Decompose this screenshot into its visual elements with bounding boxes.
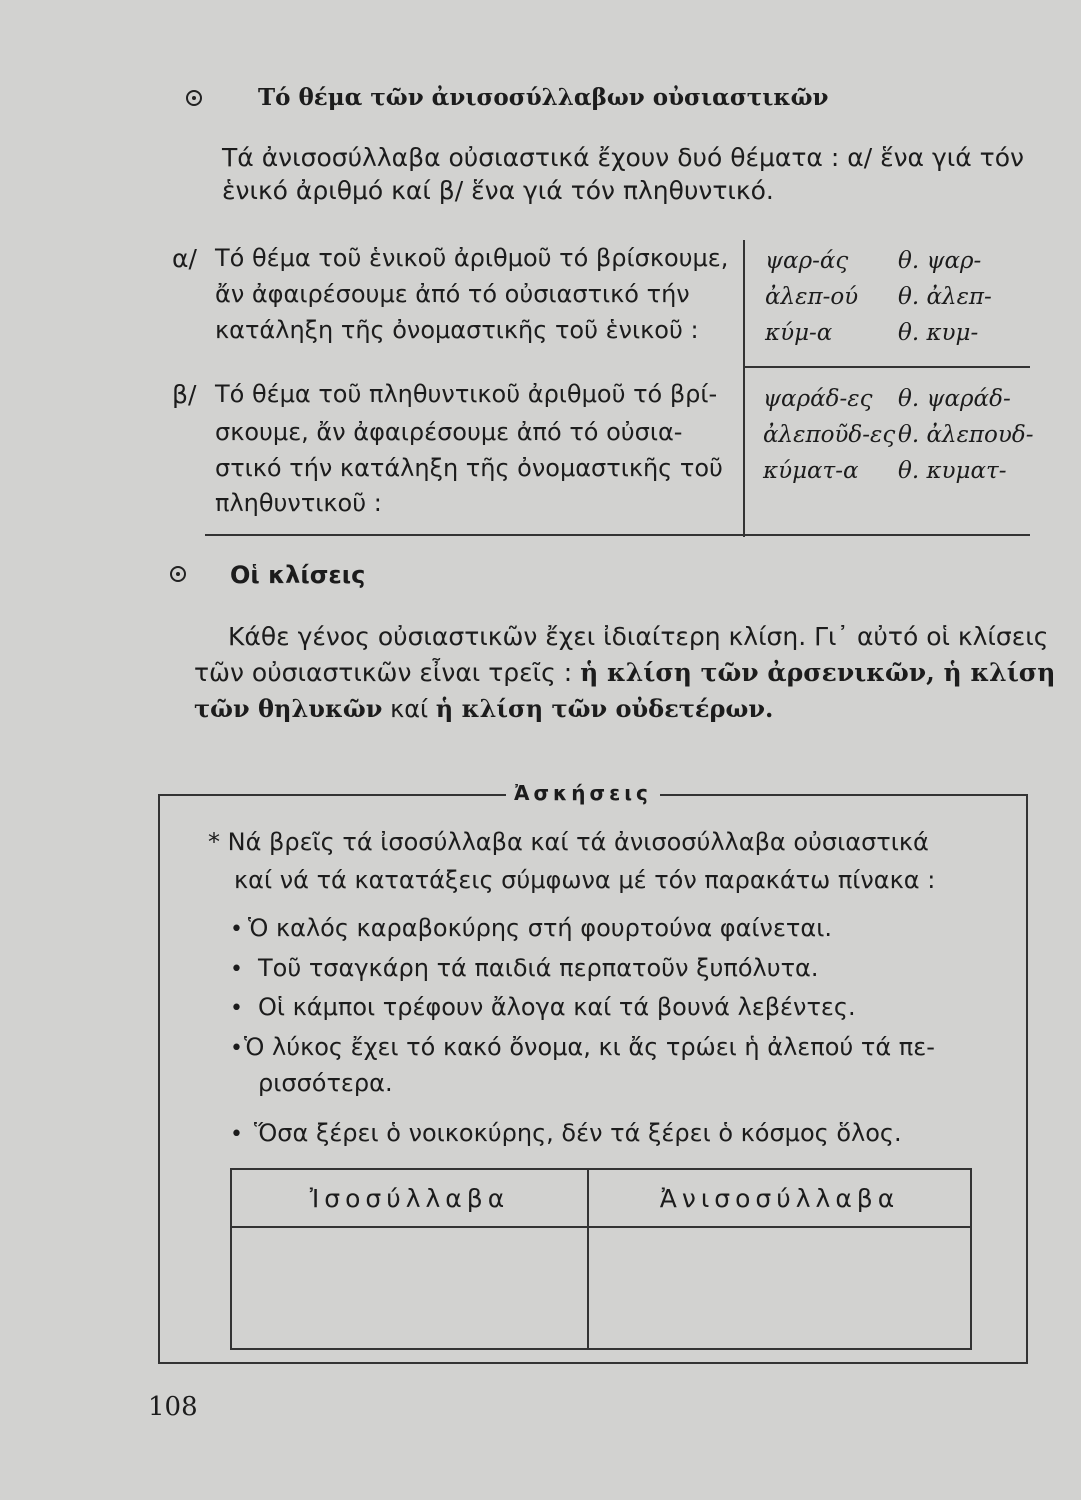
- table-header-isosyllabic: Ἰσοσύλλαβα: [231, 1169, 588, 1227]
- example-word: ψαράδ-ες: [763, 386, 873, 412]
- bullet-icon: •: [230, 957, 243, 982]
- exercise-instruction: καί νά τά κατατάξεις σύμφωνα μέ τόν παρακάτω πίνακα :: [234, 866, 936, 894]
- example-word: κύμ-α: [765, 320, 833, 346]
- exercise-instruction: * Νά βρεῖς τά ἰσοσύλλαβα καί τά ἀνισοσύλλαβα οὐσιαστικά: [208, 828, 929, 856]
- example-stem: θ. κυματ-: [898, 458, 1007, 484]
- declension-line: Κάθε γένος οὐσιαστικῶν ἔχει ἰδιαίτερη κλίση. Γι᾿ αὐτό οἱ κλίσεις: [228, 622, 1049, 651]
- exercise-sentence: Τοῦ τσαγκάρη τά παιδιά περπατοῦν ξυπόλυτα.: [258, 954, 819, 982]
- rule-b-line: πληθυντικοῦ :: [215, 489, 382, 517]
- stems-table-bottom-rule: [205, 534, 1030, 536]
- declension-line-3: [194, 694, 773, 723]
- rule-b-line: σκουμε, ἄν ἀφαιρέσουμε ἀπό τό οὐσια-: [215, 418, 683, 446]
- example-stem: θ. ψαρ-: [898, 248, 982, 274]
- rule-a-line: Τό θέμα τοῦ ἑνικοῦ ἀριθμοῦ τό βρίσκουμε,: [215, 244, 729, 272]
- declension-text: τῶν οὐσιαστικῶν εἶναι τρεῖς :: [194, 658, 581, 687]
- exercise-sentence: Οἱ κάμποι τρέφουν ἄλογα καί τά βουνά λεβέντες.: [258, 993, 856, 1021]
- declension-text: καί: [382, 695, 436, 723]
- exercise-sentence: Ὁ λύκος ἔχει τό κακό ὄνομα, κι ἄς τρώει ἡ ἀλεπού τά πε-: [244, 1033, 935, 1061]
- section-title-declensions: Οἱ κλίσεις: [230, 561, 366, 589]
- table-cell-empty[interactable]: [588, 1227, 971, 1349]
- exercise-sentence-cont: ρισσότερα.: [258, 1069, 393, 1097]
- example-word: κύματ-α: [763, 458, 859, 484]
- declension-emphasis: ἡ κλίση τῶν ἀρσενικῶν, ἡ κλίση: [580, 658, 1056, 687]
- page-number: 108: [148, 1392, 198, 1422]
- bullet-icon: •: [230, 1036, 243, 1061]
- section-title-stems: Τό θέμα τῶν ἀνισοσύλλαβων οὐσιαστικῶν: [258, 84, 829, 111]
- rule-a-line: ἄν ἀφαιρέσουμε ἀπό τό οὐσιαστικό τήν: [215, 280, 690, 308]
- rule-a-line: κατάληξη τῆς ὀνομαστικῆς τοῦ ἑνικοῦ :: [215, 316, 699, 344]
- intro-line: ἑνικό ἀριθμό καί β/ ἕνα γιά τόν πληθυντικό.: [222, 176, 774, 205]
- exercise-sentence: Ὅσα ξέρει ὁ νοικοκύρης, δέν τά ξέρει ὁ κόσμος ὅλος.: [254, 1119, 902, 1147]
- rule-b-label: β/: [172, 380, 197, 409]
- stems-table-rule: [743, 366, 1030, 368]
- section-marker-icon: [186, 90, 202, 106]
- stems-table-divider: [743, 240, 745, 537]
- declension-emphasis: ἡ κλίση τῶν οὐδετέρων.: [435, 694, 774, 723]
- table-header-anisosyllabic: Ἀνισοσύλλαβα: [588, 1169, 971, 1227]
- example-stem: θ. κυμ-: [898, 320, 979, 346]
- classification-table: [230, 1168, 972, 1350]
- declension-line-2: [194, 658, 1055, 687]
- example-word: ἀλεποῦδ-ες: [763, 422, 896, 448]
- declension-emphasis: τῶν θηλυκῶν: [194, 694, 383, 723]
- example-stem: θ. ψαράδ-: [898, 386, 1011, 412]
- example-stem: θ. ἀλεπ-: [898, 284, 992, 310]
- rule-b-line: Τό θέμα τοῦ πληθυντικοῦ ἀριθμοῦ τό βρί-: [215, 380, 718, 408]
- exercise-sentence: Ὁ καλός καραβοκύρης στή φουρτούνα φαίνεται.: [248, 914, 832, 942]
- bullet-icon: •: [230, 917, 243, 942]
- rule-a-label: α/: [172, 244, 197, 273]
- table-cell-empty[interactable]: [231, 1227, 588, 1349]
- section-marker-icon: [170, 566, 186, 582]
- rule-b-line: στικό τήν κατάληξη τῆς ὀνομαστικῆς τοῦ: [215, 454, 723, 482]
- exercise-box-title: Ἀσκήσεις: [506, 781, 660, 805]
- bullet-icon: •: [230, 1122, 243, 1147]
- example-word: ἀλεπ-ού: [765, 284, 859, 310]
- intro-line: Τά ἀνισοσύλλαβα οὐσιαστικά ἔχουν δυό θέματα : α/ ἕνα γιά τόν: [222, 143, 1024, 172]
- example-word: ψαρ-άς: [765, 248, 849, 274]
- example-stem: θ. ἀλεπουδ-: [898, 422, 1034, 448]
- bullet-icon: •: [230, 996, 243, 1021]
